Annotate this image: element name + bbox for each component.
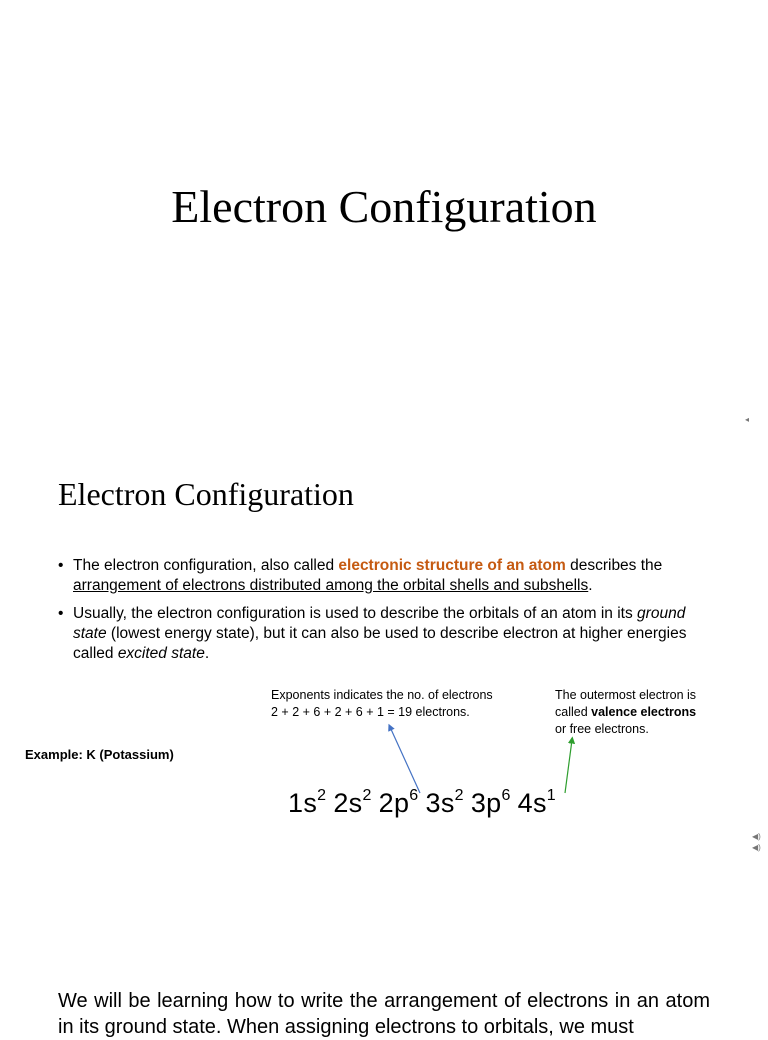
speaker-icon[interactable]: ◀) bbox=[752, 832, 761, 841]
annotation-arrows bbox=[0, 448, 768, 968]
orbital-label: 4s bbox=[517, 788, 547, 818]
note-bold-text: valence electrons bbox=[591, 705, 697, 719]
electron-count: 6 bbox=[501, 787, 511, 804]
intro-paragraph: We will be learning how to write the arrangement of electrons in an atom in its ground state. When assigning electrons to orbitals, we must bbox=[58, 990, 710, 1038]
slide-heading: Electron Configuration bbox=[58, 476, 354, 512]
speaker-icon[interactable]: ◀) bbox=[752, 843, 761, 852]
speaker-icon[interactable]: ◂ bbox=[745, 415, 750, 424]
valence-arrow bbox=[565, 740, 572, 793]
slide-content bbox=[0, 448, 768, 968]
electron-count: 2 bbox=[362, 787, 372, 804]
electron-count: 1 bbox=[546, 787, 556, 804]
note-text: called bbox=[555, 705, 588, 719]
electron-count: 6 bbox=[409, 787, 419, 804]
bullet-text: (lowest energy state), but it can also be used to describe electron at higher energies called bbox=[73, 625, 687, 662]
bullet-text: describes the bbox=[570, 557, 663, 574]
orbital-label: 3s bbox=[425, 788, 455, 818]
orbital-label: 3p bbox=[470, 788, 502, 818]
orbital-label: 2p bbox=[378, 788, 410, 818]
orbital-label: 1s bbox=[288, 788, 318, 818]
bullet-text: Usually, the electron configuration is used to describe the orbitals of an atom in its bbox=[73, 605, 633, 622]
note-line: 2 + 2 + 6 + 2 + 6 + 1 = 19 electrons. bbox=[271, 705, 470, 719]
slide-title bbox=[0, 0, 768, 448]
note-line: Exponents indicates the no. of electrons bbox=[271, 688, 493, 702]
note-line: The outermost electron is bbox=[555, 688, 697, 702]
italic-text: ground state bbox=[73, 605, 686, 642]
underlined-text: arrangement of electrons distributed among the orbital shells and subshells bbox=[73, 577, 589, 594]
bullet-text: . bbox=[204, 645, 210, 662]
note-line: or free electrons. bbox=[555, 722, 649, 736]
exponent-arrow bbox=[390, 727, 420, 793]
bullet-text: The electron configuration, also called bbox=[73, 557, 335, 574]
example-label: Example: K (Potassium) bbox=[25, 747, 174, 762]
slide-intro bbox=[0, 968, 768, 1038]
italic-text: excited state bbox=[117, 645, 205, 662]
orbital-label: 2s bbox=[333, 788, 363, 818]
bullet-text: . bbox=[588, 577, 593, 594]
slide-title-heading: Electron Configuration bbox=[171, 181, 597, 232]
electron-count: 2 bbox=[317, 787, 327, 804]
electron-count: 2 bbox=[454, 787, 464, 804]
highlight-text: electronic structure of an atom bbox=[338, 557, 566, 574]
